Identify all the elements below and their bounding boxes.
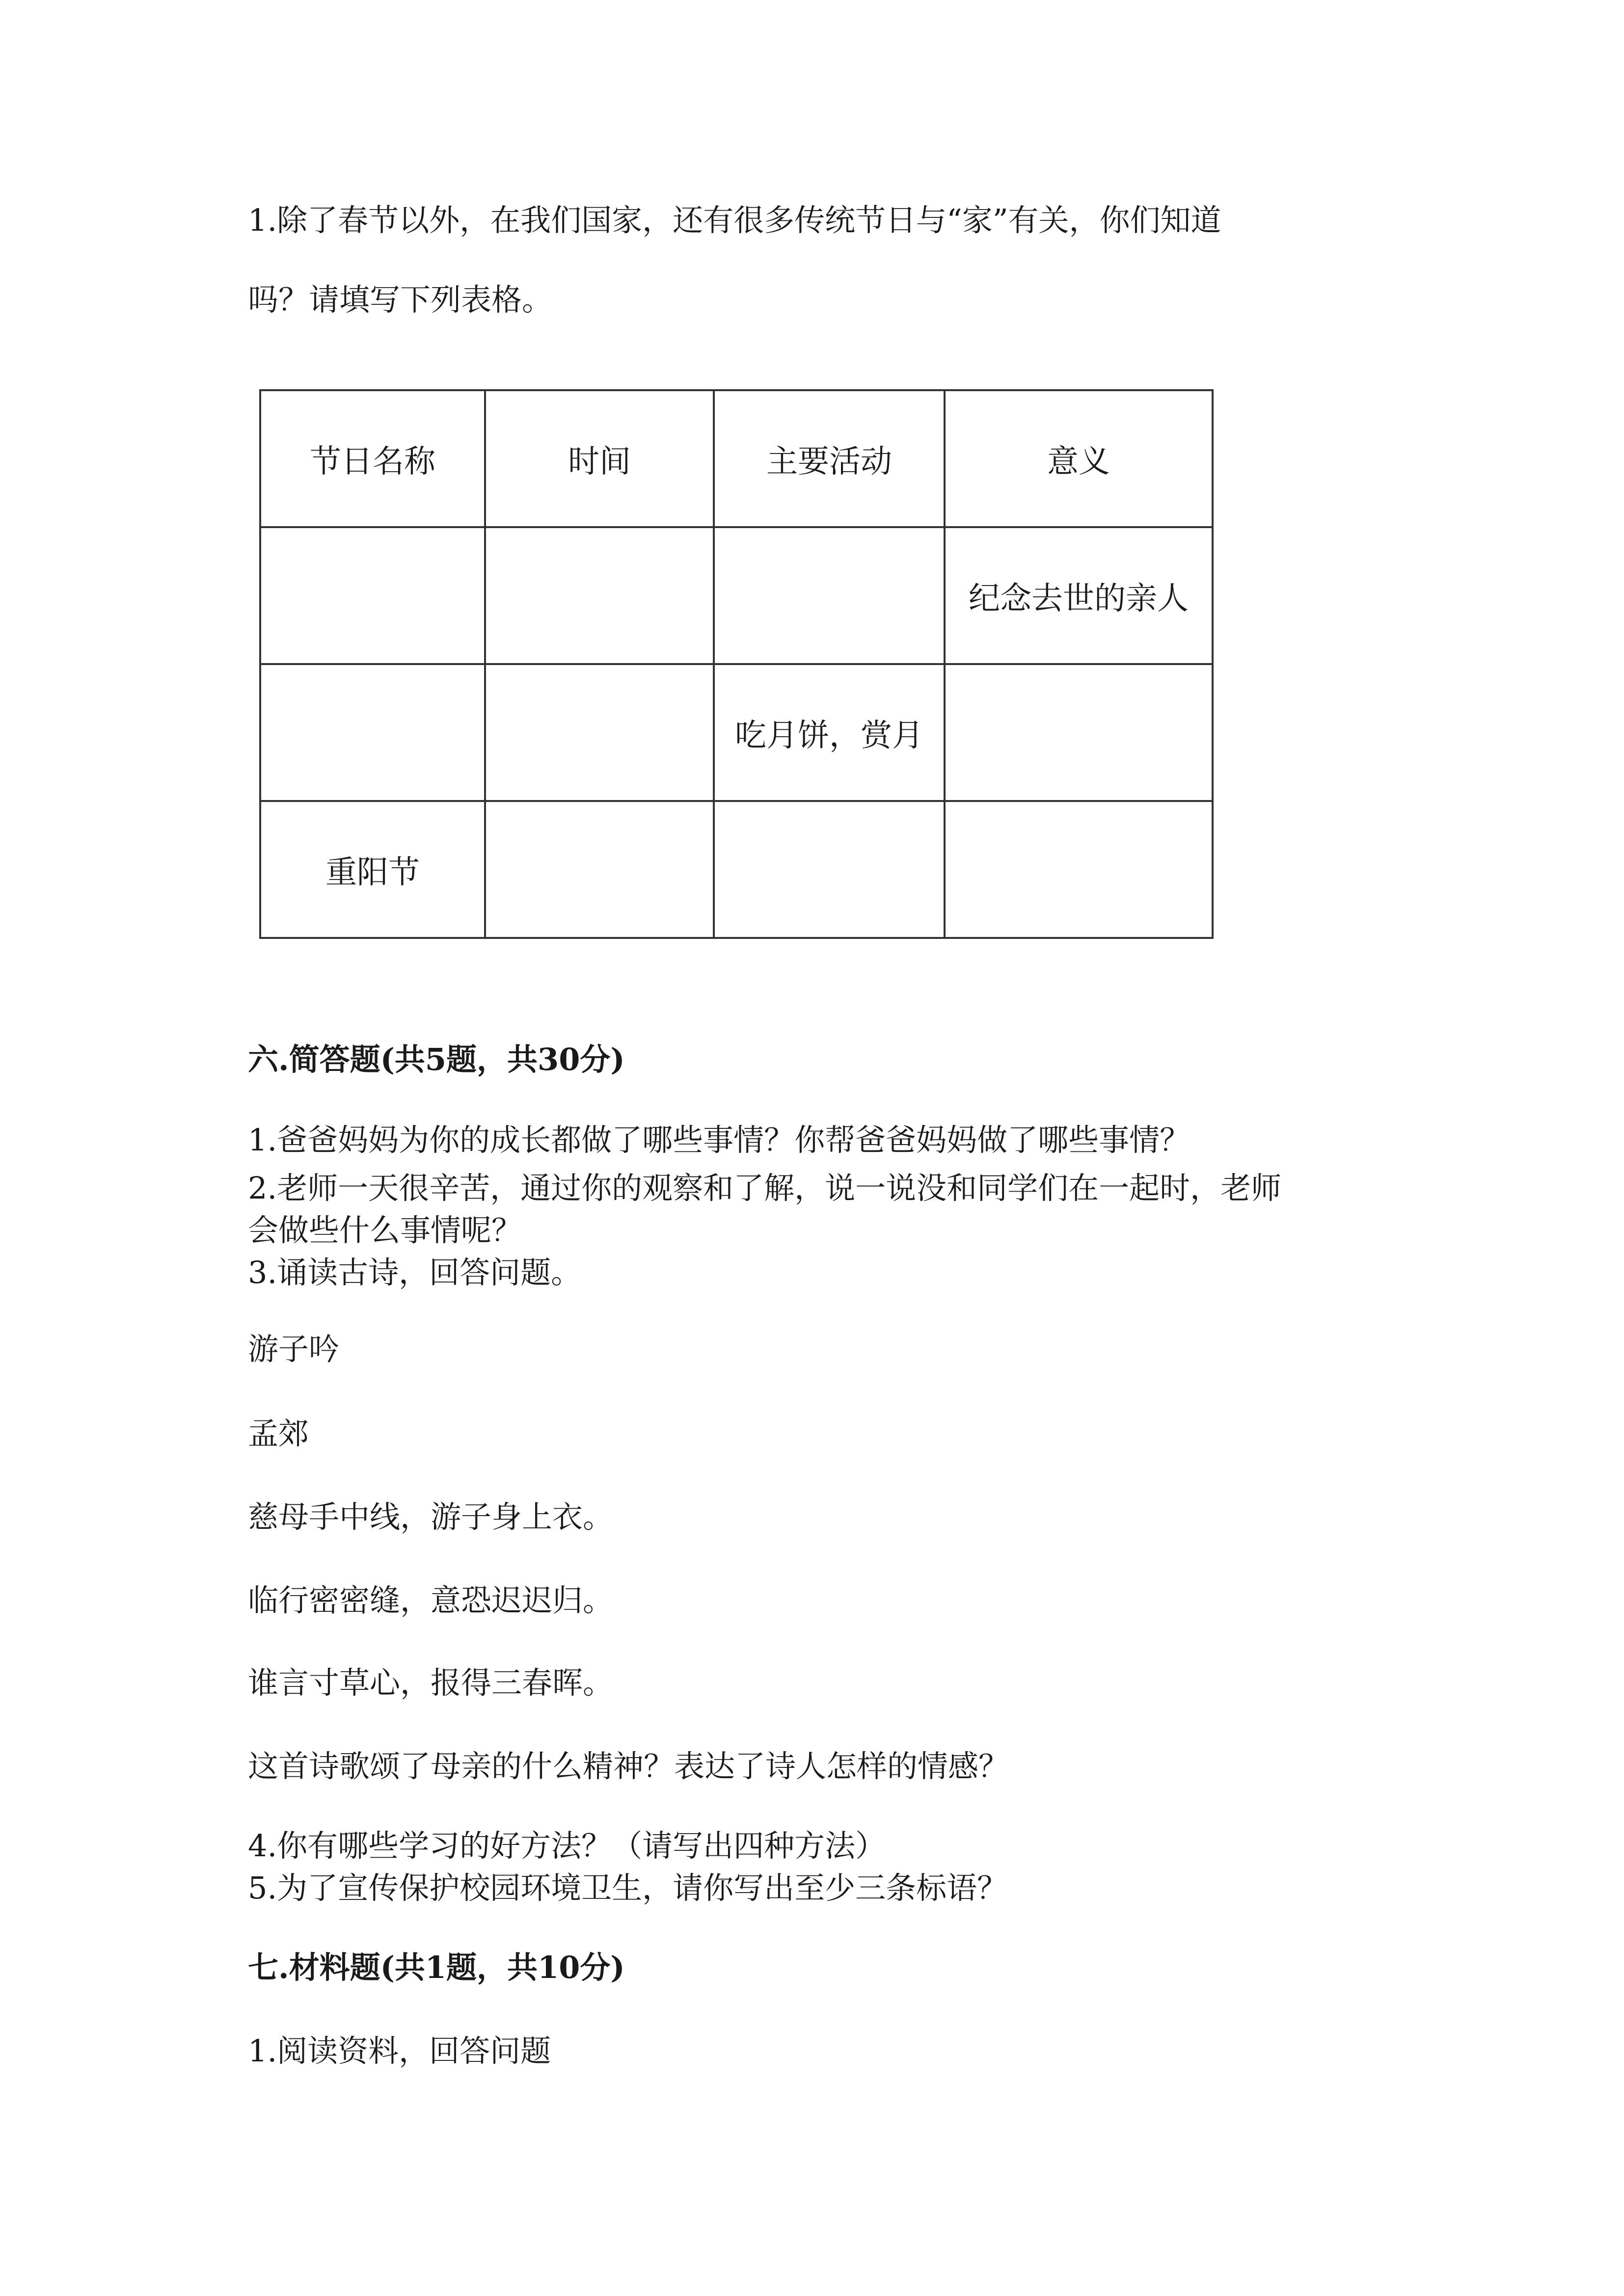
poem-line-2: 临行密密缝，意恐迟迟归。 bbox=[248, 1582, 614, 1618]
table-row bbox=[260, 527, 1213, 664]
header-time: 时间 bbox=[485, 390, 714, 527]
section6-q3: 3.诵读古诗，回答问题。 bbox=[248, 1255, 582, 1290]
table-row bbox=[260, 664, 1213, 801]
table-cell[interactable] bbox=[260, 527, 485, 664]
q1-text-line2: 吗？请填写下列表格。 bbox=[248, 282, 553, 318]
poem-title: 游子吟 bbox=[248, 1331, 340, 1367]
section6-q5: 5.为了宣传保护校园环境卫生，请你写出至少三条标语？ bbox=[248, 1870, 1008, 1906]
section6-q2-line1: 2.老师一天很辛苦，通过你的观察和了解，说一说没和同学们在一起时，老师 bbox=[248, 1170, 1282, 1206]
festival-table bbox=[259, 389, 1214, 939]
table-row bbox=[260, 801, 1213, 938]
header-festival-name: 节日名称 bbox=[260, 390, 485, 527]
poem-line-3: 谁言寸草心，报得三春晖。 bbox=[248, 1665, 614, 1701]
section6-q1: 1.爸爸妈妈为你的成长都做了哪些事情？你帮爸爸妈妈做了哪些事情？ bbox=[248, 1122, 1191, 1158]
table-cell: 重阳节 bbox=[260, 801, 485, 938]
table-cell: 纪念去世的亲人 bbox=[945, 527, 1213, 664]
table-cell[interactable] bbox=[485, 527, 714, 664]
table-cell[interactable] bbox=[485, 801, 714, 938]
poem-question: 这首诗歌颂了母亲的什么精神？表达了诗人怎样的情感？ bbox=[248, 1748, 1009, 1784]
q1-text-line1: 1.除了春节以外，在我们国家，还有很多传统节日与“家”有关，你们知道 bbox=[248, 202, 1221, 238]
section7-q1: 1.阅读资料，回答问题 bbox=[248, 2033, 551, 2069]
table-cell: 吃月饼，赏月 bbox=[714, 664, 945, 801]
table-cell[interactable] bbox=[945, 801, 1213, 938]
poem-author: 孟郊 bbox=[248, 1415, 309, 1451]
table-cell[interactable] bbox=[945, 664, 1213, 801]
section6-q2-line2: 会做些什么事情呢？ bbox=[248, 1212, 522, 1248]
table-cell[interactable] bbox=[714, 801, 945, 938]
table-cell[interactable] bbox=[260, 664, 485, 801]
header-meaning: 意义 bbox=[945, 390, 1213, 527]
section6-q4: 4.你有哪些学习的好方法？（请写出四种方法） bbox=[248, 1828, 886, 1864]
poem-line-1: 慈母手中线，游子身上衣。 bbox=[248, 1499, 614, 1535]
section6-title: 六.简答题(共5题，共30分) bbox=[248, 1041, 625, 1077]
table-cell[interactable] bbox=[714, 527, 945, 664]
section7-title: 七.材料题(共1题，共10分) bbox=[248, 1949, 625, 1985]
table-header-row bbox=[260, 390, 1213, 527]
header-main-activity: 主要活动 bbox=[714, 390, 945, 527]
table-cell[interactable] bbox=[485, 664, 714, 801]
